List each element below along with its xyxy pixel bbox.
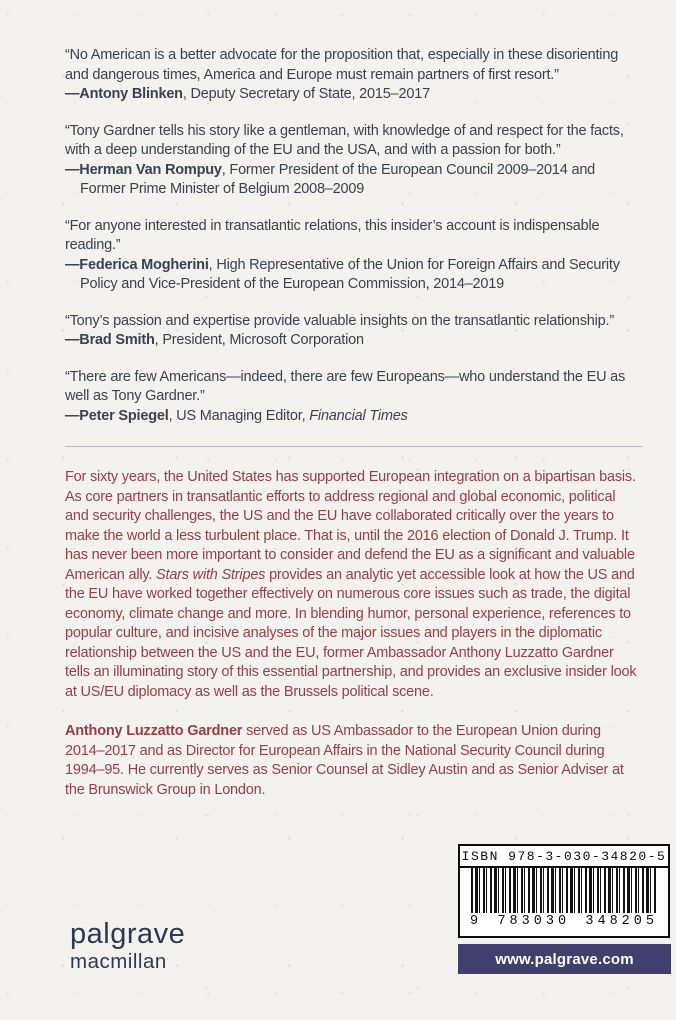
quote-text: “Tony Gardner tells his story like a gentleman, with knowledge of and respect for the facts, with a deep understanding of the EU and the USA, and with a passion for both.” xyxy=(65,122,624,158)
author-bio-text: served as US Ambassador to the European Union during 2014–2017 and as Director for European Affairs in the National Security Council during 1994–95. He currently serves as Senior Counsel at Sidley Austin and as Senior Adviser at the Brunswick Group in London. xyxy=(65,723,624,798)
quote-text: “Tony’s passion and expertise provide valuable insights on the transatlantic relationship.” xyxy=(65,312,614,329)
barcode-digits xyxy=(460,913,668,929)
description-text: provides an analytic yet accessible look at how the US and the EU have worked together effectively on numerous core issues such as trade, the digital economy, climate change and more. In blending humor, personal experience, references to popular culture, and incisive analyses of the major issues and players in the diplomatic relationship between the US and the EU, former Ambassador Anthony Luzzatto Gardner tells an illuminating story of this essential partnership, and provides an exclusive insider look at US/EU diplomacy as well as the Brussels political scene. xyxy=(65,566,637,700)
barcode-digit-group: 783030 xyxy=(497,914,571,929)
quote-text: “No American is a better advocate for the proposition that, especially in these disorienting and dangerous times, America and Europe must remain partners of first resort.” xyxy=(65,47,619,83)
barcode-digit-group: 348205 xyxy=(585,914,658,929)
attribution-name: —Brad Smith xyxy=(65,332,155,348)
attribution-name: —Federica Mogherini xyxy=(65,256,209,273)
quote-text: “For anyone interested in transatlantic relations, this insider’s account is indispensable reading.” xyxy=(65,217,600,253)
endorsement-spiegel xyxy=(65,368,642,427)
endorsement-mogherini xyxy=(65,217,642,295)
attribution-title: , Deputy Secretary of State, 2015–2017 xyxy=(182,86,430,102)
quote-attribution xyxy=(65,331,642,351)
back-cover-content xyxy=(65,46,642,800)
publisher-website-url: www.palgrave.com xyxy=(495,950,634,968)
attribution-title: , High Representative of the Union for Foreign Affairs and Security Policy and Vice-President of the European Commission, 2014–2019 xyxy=(80,256,620,292)
attribution-title: , US Managing Editor, xyxy=(168,407,310,424)
book-description xyxy=(65,468,642,702)
isbn-barcode-box xyxy=(458,844,670,938)
attribution-title: , President, Microsoft Corporation xyxy=(154,332,364,348)
attribution-title: , Former President of the European Council 2009–2014 and Former Prime Minister of Belgium 2008–2009 xyxy=(80,161,596,197)
barcode-digit-group: 9 xyxy=(470,914,483,929)
quote-attribution xyxy=(65,161,642,200)
publisher-logo-palgrave: palgrave xyxy=(70,918,186,950)
author-name: Anthony Luzzatto Gardner xyxy=(65,723,243,739)
barcode-bars xyxy=(471,868,657,913)
endorsement-blinken xyxy=(65,46,642,105)
section-divider xyxy=(65,446,643,447)
author-bio xyxy=(65,722,642,800)
endorsement-van-rompuy xyxy=(65,122,642,200)
quote-attribution xyxy=(65,256,642,295)
quote-attribution xyxy=(65,85,642,105)
description-text: For sixty years, the United States has supported European integration on a bipartisan basis. As core partners in transatlantic efforts to address regional and global economic, political and security challenges, the US and the EU have collaborated critically over the years to make the world a less turbulent place. That is, until the 2016 election of Donald J. Trump. It has never been more important to consider and defend the EU as a significant and valuable American ally. xyxy=(65,469,636,583)
attribution-name: —Antony Blinken xyxy=(65,86,183,102)
quote-attribution xyxy=(65,407,642,427)
publisher-logo xyxy=(70,920,185,973)
endorsement-smith xyxy=(65,312,642,351)
publisher-website-bar xyxy=(458,944,671,974)
publisher-logo-macmillan: macmillan xyxy=(70,950,167,973)
attribution-name: —Herman Van Rompuy xyxy=(65,161,222,178)
isbn-number: ISBN 978-3-030-34820-5 xyxy=(460,846,668,868)
attribution-publication: Financial Times xyxy=(309,407,408,424)
quote-text: “There are few Americans—indeed, there are few Europeans—who understand the EU as well as Tony Gardner.” xyxy=(65,368,626,404)
book-title-italic: Stars with Stripes xyxy=(156,566,266,583)
attribution-name: —Peter Spiegel xyxy=(65,407,169,424)
